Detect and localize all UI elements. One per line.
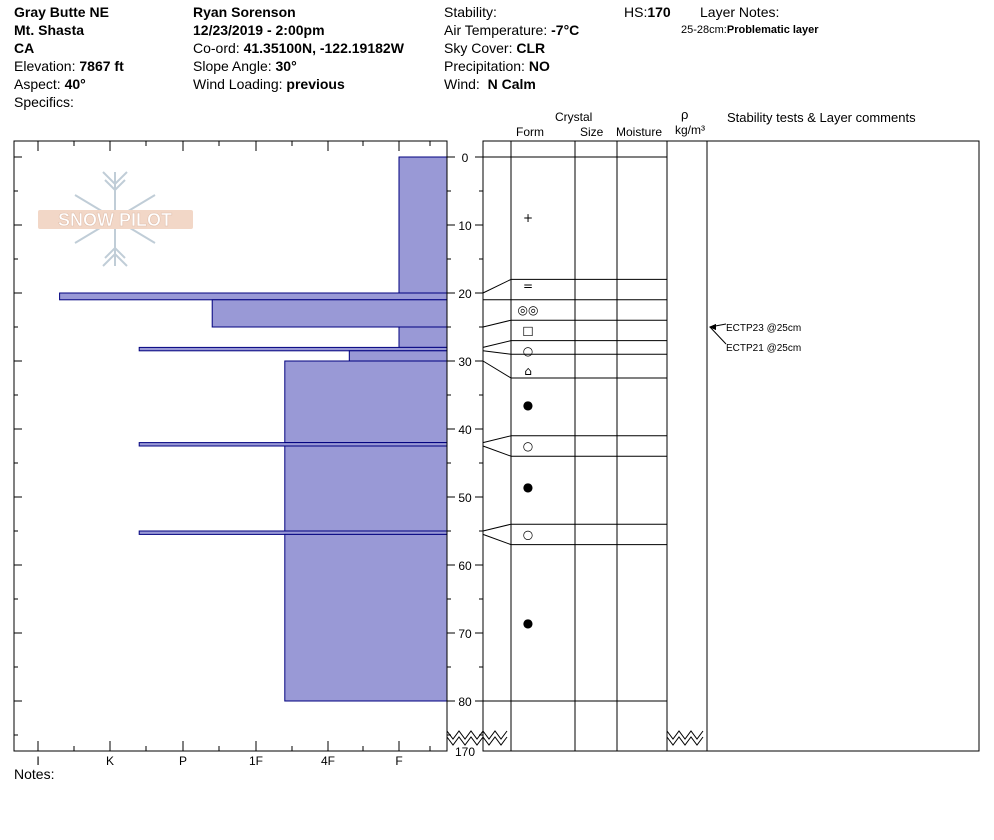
wind-loading: Wind Loading: previous — [193, 76, 345, 92]
precipitation: Precipitation: NO — [444, 58, 550, 74]
coordinates: Co-ord: 41.35100N, -122.19182W — [193, 40, 404, 56]
aspect: Aspect: 40° — [14, 76, 86, 92]
hardness-layer-7 — [139, 443, 447, 446]
stability-pointer-1 — [710, 327, 726, 344]
break-mark-1 — [447, 731, 483, 739]
form-heading: Form — [516, 125, 544, 139]
hardness-layer-10 — [285, 534, 447, 701]
hardness-layer-0 — [399, 157, 447, 293]
snow-height: HS:170 — [624, 4, 671, 20]
layer-connector-0 — [483, 279, 511, 293]
layer-connector-2 — [483, 320, 511, 327]
hardness-layer-8 — [285, 446, 447, 531]
crystal-heading: Crystal — [555, 110, 593, 124]
hardness-layer-9 — [139, 531, 447, 534]
layer-connector-8 — [483, 524, 511, 531]
density-unit: kg/m³ — [675, 123, 705, 137]
hardness-label-I: I — [36, 754, 40, 768]
hardness-layer-6 — [285, 361, 447, 443]
stability-test-1: ECTP21 @25cm — [726, 343, 802, 354]
crystal-form-symbol-10: ● — [522, 615, 534, 630]
crystal-form-symbol-6: ● — [522, 398, 534, 413]
logo-text: SNOW PILOT — [58, 210, 172, 230]
depth-label-40: 40 — [458, 423, 472, 437]
wind: Wind: N Calm — [444, 76, 536, 92]
hardness-layer-5 — [349, 351, 447, 361]
snowpilot-logo — [38, 172, 193, 266]
crystal-form-symbol-5: ⌂ — [524, 364, 532, 379]
crystal-form-symbol-4: ○ — [522, 343, 534, 358]
layer-connector-7 — [483, 446, 511, 456]
hardness-layer-4 — [139, 347, 447, 350]
layer-connector-5 — [483, 361, 511, 378]
observer-name: Ryan Sorenson — [193, 4, 296, 20]
state-name: CA — [14, 40, 35, 56]
air-temperature: Air Temperature: -7°C — [444, 22, 580, 38]
area-name: Mt. Shasta — [14, 22, 85, 38]
crystal-form-symbol-0: + — [522, 211, 534, 226]
hardness-label-P: P — [178, 754, 188, 768]
crystal-form-symbol-9: ○ — [522, 527, 534, 542]
hardness-label-K: K — [105, 754, 115, 768]
hardness-layer-3 — [399, 327, 447, 347]
stability: Stability: — [444, 4, 497, 20]
moisture-heading: Moisture — [616, 125, 663, 139]
layer-connector-4 — [483, 351, 511, 354]
break-mark-5 — [667, 731, 703, 739]
stability-tests — [709, 323, 801, 354]
notes-label: Notes: — [14, 766, 55, 782]
sky-cover: Sky Cover: CLR — [444, 40, 546, 56]
depth-label-0: 0 — [461, 151, 469, 165]
stability-test-0: ECTP23 @25cm — [726, 323, 802, 334]
slope-angle: Slope Angle: 30° — [193, 58, 297, 74]
observation-datetime: 12/23/2019 - 2:00pm — [193, 22, 325, 38]
elevation: Elevation: 7867 ft — [14, 58, 124, 74]
layer-connector-9 — [483, 534, 511, 544]
specifics: Specifics: — [14, 94, 74, 110]
depth-label-total: 170 — [454, 745, 476, 759]
hardness-label-4F: 4F — [320, 754, 336, 768]
crystal-form-symbol-7: ○ — [522, 439, 534, 453]
crystal-table — [483, 141, 979, 751]
hardness-layers — [60, 157, 447, 701]
location-name: Gray Butte NE — [14, 4, 109, 20]
layer-notes-label: Layer Notes: — [700, 4, 780, 20]
depth-label-70: 70 — [458, 627, 472, 641]
depth-label-30: 30 — [458, 355, 472, 369]
crystal-form-symbol-2: ◎◎ — [517, 303, 539, 317]
hardness-label-1F: 1F — [248, 754, 264, 768]
layer-connector-3 — [483, 341, 511, 348]
hardness-layer-1 — [60, 293, 447, 300]
crystal-form-symbol-8: ● — [522, 479, 534, 494]
size-heading: Size — [580, 125, 604, 139]
depth-label-80: 80 — [458, 695, 472, 709]
crystal-form-symbol-3: □ — [522, 323, 534, 338]
depth-label-60: 60 — [458, 559, 472, 573]
depth-label-50: 50 — [458, 491, 472, 505]
hardness-layer-2 — [212, 300, 447, 327]
table-border — [483, 141, 979, 751]
crystal-form-symbol-1: = — [522, 279, 534, 294]
depth-label-10: 10 — [458, 219, 472, 233]
layer-connector-6 — [483, 436, 511, 443]
stability-comments-heading: Stability tests & Layer comments — [727, 110, 916, 125]
depth-label-20: 20 — [458, 287, 472, 301]
break-mark-4 — [483, 737, 507, 745]
hardness-label-F: F — [395, 754, 403, 768]
layer-note: 25-28cm:Problematic layer — [681, 24, 819, 36]
density-symbol: ρ — [681, 107, 689, 122]
